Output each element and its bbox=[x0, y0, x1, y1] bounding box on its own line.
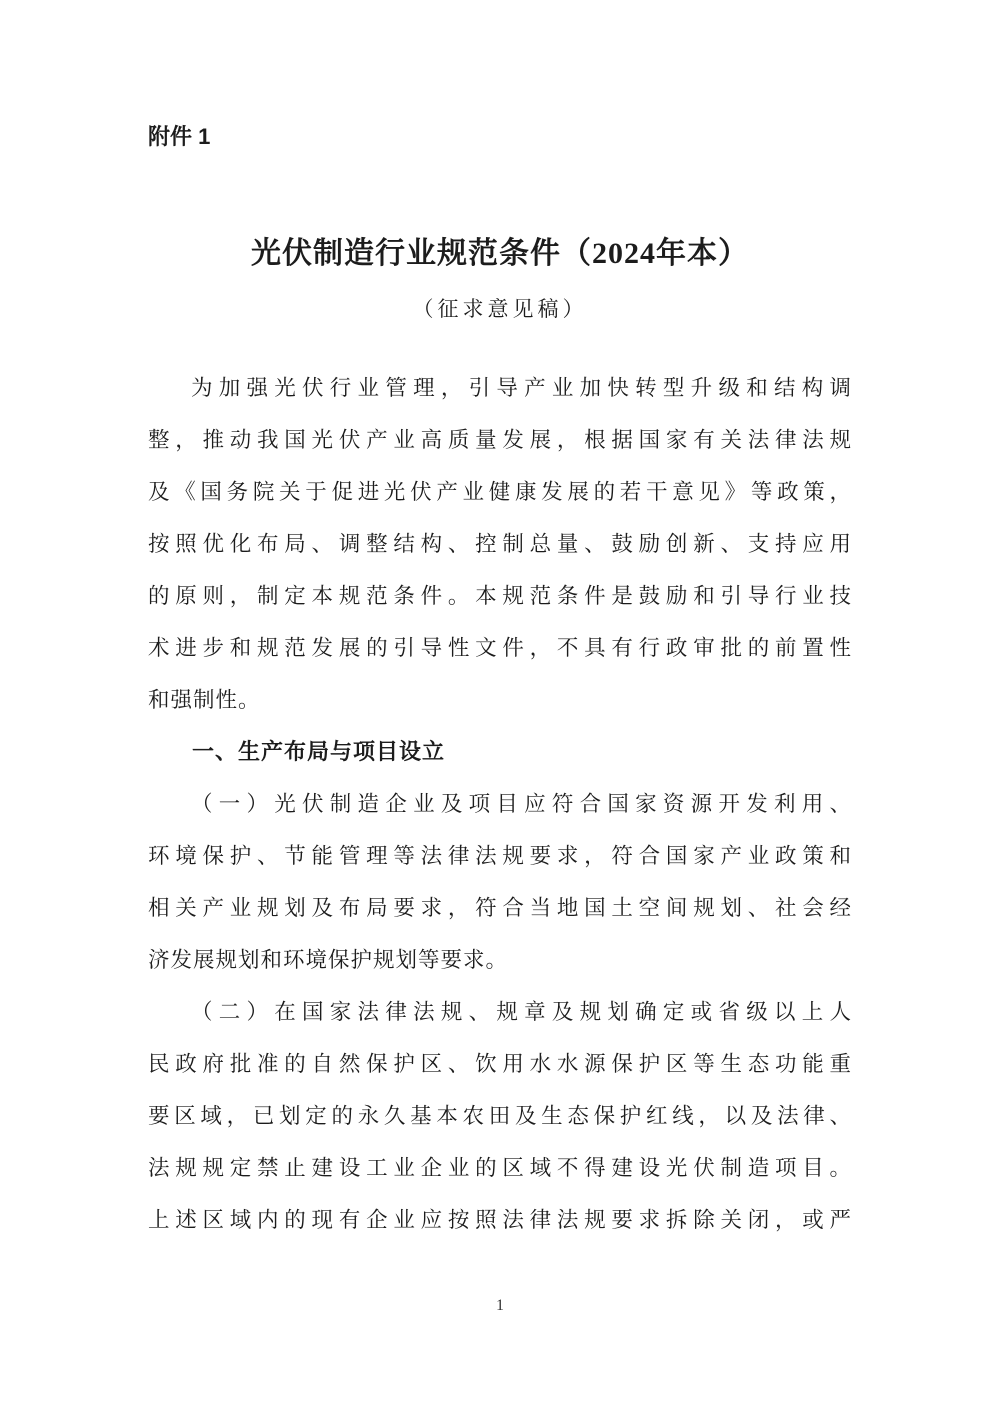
page-number: 1 bbox=[496, 1297, 504, 1314]
body-line: 环境保护、节能管理等法律法规要求，符合国家产业政策和 bbox=[148, 844, 852, 868]
section-heading: 一、生产布局与项目设立 bbox=[192, 739, 446, 764]
body-line: 按照优化布局、调整结构、控制总量、鼓励创新、支持应用 bbox=[148, 532, 852, 556]
document-body bbox=[148, 362, 852, 1246]
body-line: 要区域，已划定的永久基本农田及生态保护红线，以及法律、 bbox=[148, 1104, 852, 1128]
document-title: 光伏制造行业规范条件（2024年本） bbox=[251, 237, 749, 270]
attachment-label: 附件 1 bbox=[148, 124, 211, 149]
body-line: 民政府批准的自然保护区、饮用水水源保护区等生态功能重 bbox=[148, 1052, 852, 1076]
body-line: （二）在国家法律法规、规章及规划确定或省级以上人 bbox=[191, 1000, 852, 1024]
body-line: 上述区域内的现有企业应按照法律法规要求拆除关闭，或严 bbox=[148, 1208, 852, 1232]
document-subtitle: （征求意见稿） bbox=[412, 297, 588, 321]
body-line: 济发展规划和环境保护规划等要求。 bbox=[148, 948, 509, 972]
body-line: 和强制性。 bbox=[148, 688, 261, 712]
body-line: 整，推动我国光伏产业高质量发展，根据国家有关法律法规 bbox=[148, 428, 852, 452]
body-line: 法规规定禁止建设工业企业的区域不得建设光伏制造项目。 bbox=[148, 1156, 852, 1180]
body-line: 术进步和规范发展的引导性文件，不具有行政审批的前置性 bbox=[148, 636, 852, 660]
body-line: （一）光伏制造企业及项目应符合国家资源开发利用、 bbox=[191, 792, 852, 816]
body-line: 相关产业规划及布局要求，符合当地国土空间规划、社会经 bbox=[148, 896, 852, 920]
body-line: 的原则，制定本规范条件。本规范条件是鼓励和引导行业技 bbox=[148, 584, 852, 608]
body-line: 为加强光伏行业管理，引导产业加快转型升级和结构调 bbox=[191, 376, 852, 400]
body-line: 及《国务院关于促进光伏产业健康发展的若干意见》等政策， bbox=[148, 480, 852, 504]
